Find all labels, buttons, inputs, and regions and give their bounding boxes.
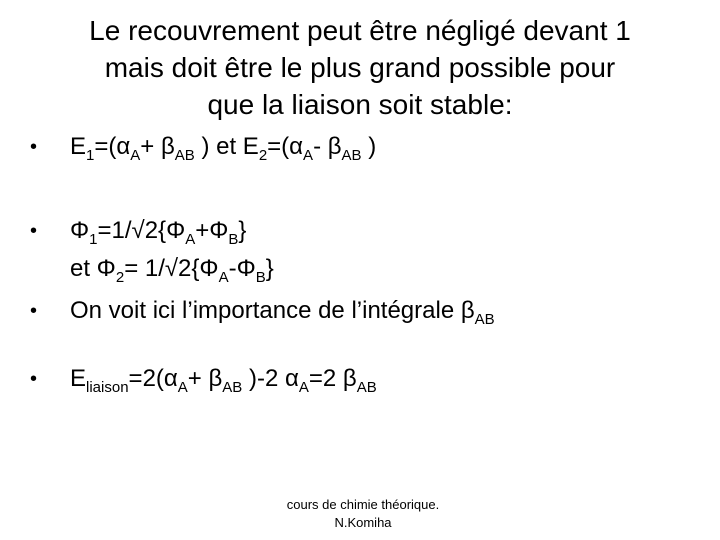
footer-course: cours de chimie théorique.: [286, 497, 440, 512]
slide-title: [20, 12, 700, 123]
bullet-marker: •: [30, 300, 38, 322]
phi1-formula: $\Phi_1=1/√2\{\Phi_A+\Phi_B\}$: [70, 217, 247, 248]
binding-energy-formula: $E_{liaison}=2(\alpha_A+ \beta_{AB}$ )-2 $\alpha_A=2$ $\beta_{AB}$: [70, 365, 377, 396]
bullet-binding-energy: [30, 364, 377, 394]
bullet-marker: •: [30, 220, 38, 242]
footer-author: N.Komiha: [334, 515, 392, 530]
bullet-integral: [30, 296, 495, 326]
bullet-marker: •: [30, 136, 38, 158]
phi2-formula: et $\Phi_2= 1/√2\{\Phi_A-\Phi_B\}$: [70, 255, 274, 286]
title-line-1: Le recouvrement peut être négligé devant 1: [89, 15, 631, 46]
bullet-energies: [30, 132, 376, 162]
title-line-2: mais doit être le plus grand possible pour: [104, 52, 616, 83]
bullet-wavefunctions: [30, 216, 246, 246]
energy-formula: $E_1=(\alpha_A+ \beta_{AB}$ ) et $E_2=(\alpha_A-$ $\beta_{AB}$ ): [70, 133, 377, 164]
integral-text: On voit ici l’importance de l’intégrale $\beta_{AB}$: [70, 297, 495, 328]
slide-footer: [258, 496, 468, 532]
bullet-marker: •: [30, 368, 38, 390]
title-line-3: que la liaison soit stable:: [207, 89, 513, 120]
